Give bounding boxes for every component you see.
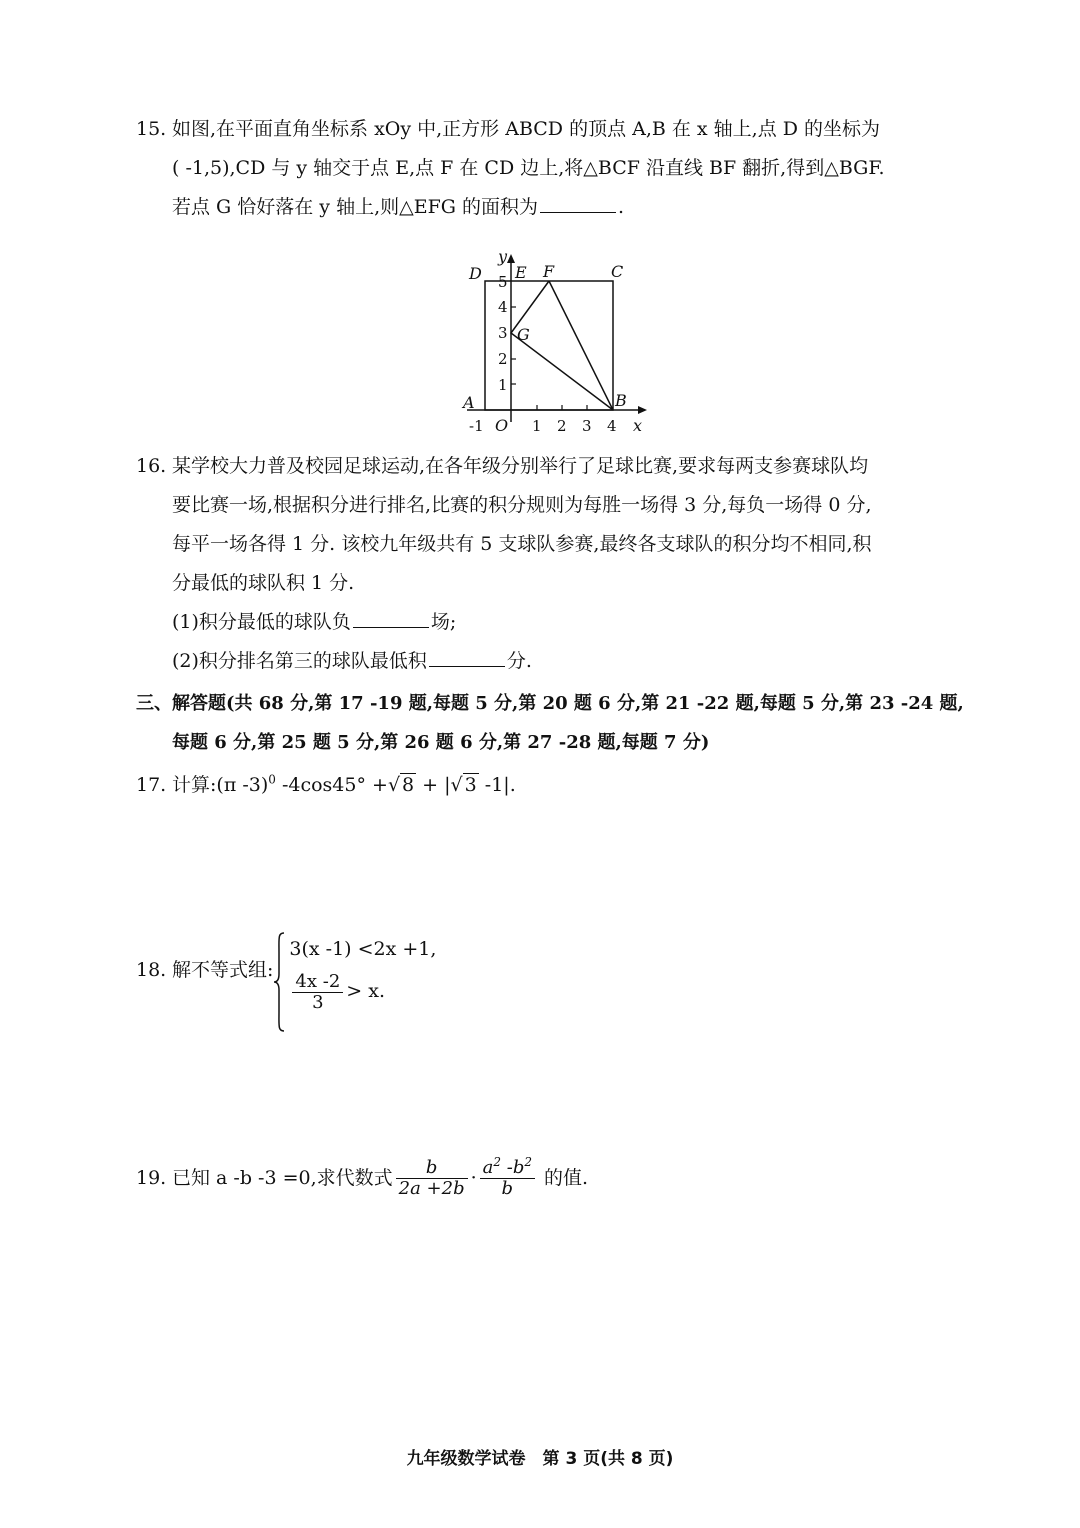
label-c: C [611,262,624,281]
label-e: E [515,263,527,282]
answer-blank-15 [540,211,616,213]
inequality-2: $\frac{4x -2}{3}$ > x. [289,970,436,1013]
y-axis-arrow-icon [507,254,515,263]
fraction-1: $\frac{b}{2a +2b}$ [396,1158,468,1199]
q19-line: 19. 已知 a -b -3 =0,求代数式 $\frac{b}{2a +2b}$ · $\frac{a^2 -b^2}{b}$ 的值. [136,1155,589,1199]
brace-icon [273,932,285,1032]
label-y-axis: y [498,250,508,266]
fraction-4x-2-over-3: $\frac{4x -2}{3}$ [292,972,343,1013]
label-a: A [463,393,475,412]
q18-line: 18. 解不等式组: 3(x -1) <2x +1, $\frac{4x -2}{3}$ > x. [136,928,986,1013]
sqrt-8: 8 [402,774,415,796]
answer-blank-16-1 [353,626,429,628]
x-tick-4: 4 [607,417,617,435]
section-3-line-2: 每题 6 分,第 25 题 5 分,第 26 题 6 分,第 27 -28 题,每题 7 分) [172,732,710,753]
fraction-2: $\frac{a^2 -b^2}{b}$ [480,1158,535,1199]
y-tick-5: 5 [498,273,508,291]
question-17 [136,766,986,805]
label-d: D [469,264,482,283]
question-18 [136,928,986,1013]
x-tick-1: 1 [532,417,542,435]
y-tick-3: 3 [498,324,508,342]
y-tick-4: 4 [498,298,508,316]
x-tick-3: 3 [582,417,592,435]
inequality-system [273,928,436,1013]
q16-line-3: 每平一场各得 1 分. 该校九年级共有 5 支球队参赛,最终各支球队的积分均不相同,积 [172,533,872,555]
x-tick-neg1: -1 [469,417,484,435]
question-16 [136,447,986,681]
section-3-heading [136,684,986,762]
sqrt-3: 3 [464,774,477,796]
section-3-line-1: 三、解答题(共 68 分,第 17 -19 题,每题 5 分,第 20 题 6 分,第 21 -22 题,每题 5 分,第 23 -24 题, [136,693,964,714]
label-x-axis: x [633,416,643,435]
q15-line-3: 若点 G 恰好落在 y 轴上,则△EFG 的面积为 . [172,196,625,218]
label-g: G [517,325,530,344]
y-tick-2: 2 [498,350,508,368]
q15-line-2: ( -1,5),CD 与 y 轴交于点 E,点 F 在 CD 边上,将△BCF 沿直线 BF 翻折,得到△BGF. [172,157,885,179]
triangle-bgf [511,281,613,410]
q17-line: 17. 计算:(π -3)$^0$ -4cos45° +√ 8 + |√ 3 -1|. [136,772,516,796]
q15-line-1: 15. 如图,在平面直角坐标系 xOy 中,正方形 ABCD 的顶点 A,B 在 x 轴上,点 D 的坐标为 [136,118,881,140]
question-19 [136,1155,986,1199]
inequality-1: 3(x -1) <2x +1, [289,938,437,960]
x-tick-2: 2 [557,417,567,435]
q16-line-2: 要比赛一场,根据积分进行排名,比赛的积分规则为每胜一场得 3 分,每负一场得 0 分, [172,494,872,516]
q15-figure [455,250,655,440]
page-footer: 九年级数学试卷 第 3 页(共 8 页) [406,1449,674,1469]
x-axis-arrow-icon [638,406,647,414]
q16-sub-1: (1)积分最低的球队负 场; [172,611,457,633]
y-tick-1: 1 [498,376,508,394]
line-bf [549,281,613,410]
label-b: B [615,391,627,410]
label-origin: O [495,416,509,435]
q16-line-1: 16. 某学校大力普及校园足球运动,在各年级分别举行了足球比赛,要求每两支参赛球队均 [136,455,869,477]
q16-line-4: 分最低的球队积 1 分. [172,572,355,594]
question-15 [136,110,986,227]
answer-blank-16-2 [429,665,505,667]
q16-sub-2: (2)积分排名第三的球队最低积 分. [172,650,532,672]
label-f: F [543,262,555,281]
